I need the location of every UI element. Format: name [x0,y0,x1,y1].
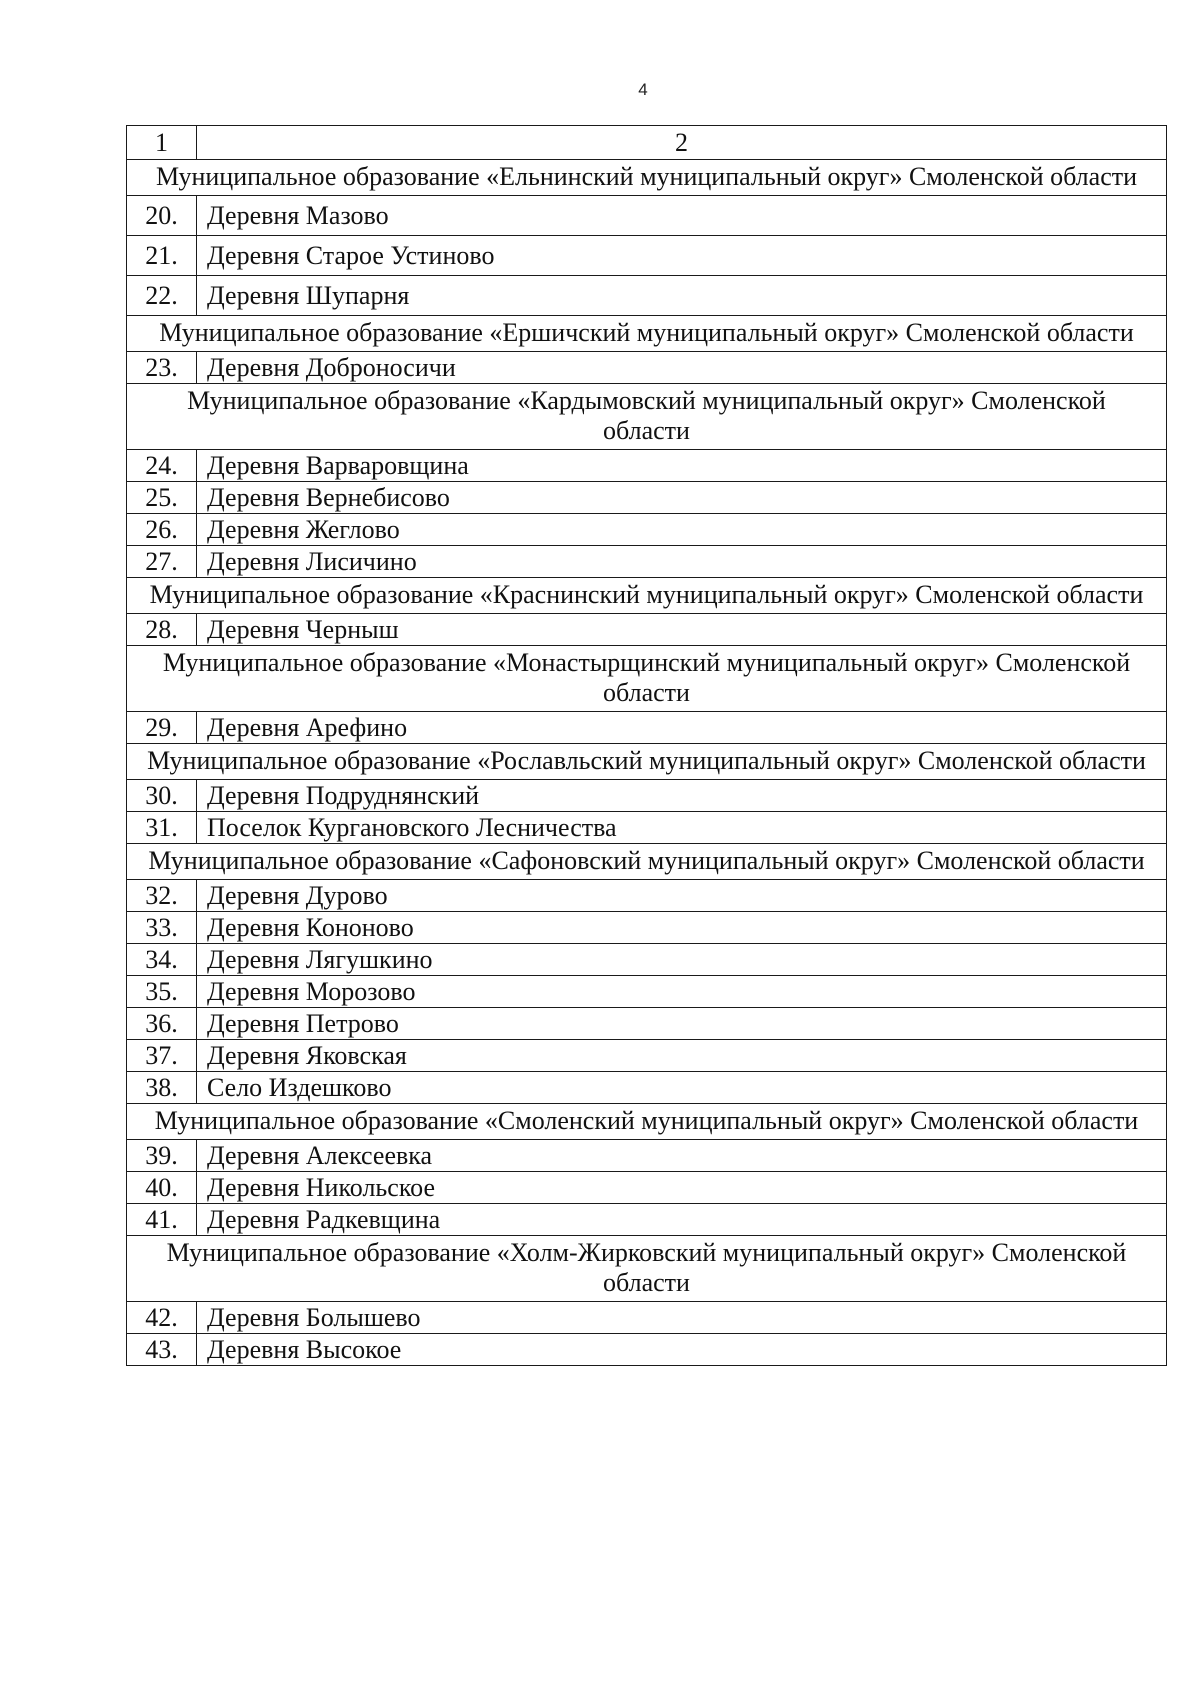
table-row [127,196,1167,236]
table-row [127,1172,1167,1204]
row-number: 36. [127,1008,197,1040]
table-row [127,712,1167,744]
table-row [127,880,1167,912]
settlement-name: Деревня Кононово [197,912,1167,944]
row-number: 33. [127,912,197,944]
row-number: 23. [127,352,197,384]
settlement-name: Деревня Лягушкино [197,944,1167,976]
settlement-name: Деревня Лисичино [197,546,1167,578]
settlement-name: Деревня Старое Устиново [197,236,1167,276]
row-number: 30. [127,780,197,812]
settlement-name: Деревня Жеглово [197,514,1167,546]
settlement-name: Деревня Яковская [197,1040,1167,1072]
row-number: 28. [127,614,197,646]
row-number: 22. [127,276,197,316]
table-row [127,1040,1167,1072]
municipality-title: Муниципальное образование «Кардымовский муниципальный округ» Смоленской области [127,384,1167,450]
row-number: 29. [127,712,197,744]
settlement-name: Деревня Доброносичи [197,352,1167,384]
table-row [127,276,1167,316]
settlement-name: Деревня Никольское [197,1172,1167,1204]
table-row [127,912,1167,944]
settlement-name: Деревня Черныш [197,614,1167,646]
municipality-title: Муниципальное образование «Холм-Жирковский муниципальный округ» Смоленской области [127,1236,1167,1302]
section-header-row [127,316,1167,352]
table-row [127,546,1167,578]
table-row [127,352,1167,384]
header-col-2: 2 [197,126,1167,160]
table-row [127,236,1167,276]
row-number: 31. [127,812,197,844]
table-row [127,1334,1167,1366]
section-header-row [127,384,1167,450]
settlement-name: Поселок Кургановского Лесничества [197,812,1167,844]
section-header-row [127,578,1167,614]
row-number: 42. [127,1302,197,1334]
settlement-name: Деревня Подруднянский [197,780,1167,812]
row-number: 37. [127,1040,197,1072]
row-number: 35. [127,976,197,1008]
row-number: 41. [127,1204,197,1236]
row-number: 24. [127,450,197,482]
section-header-row [127,646,1167,712]
section-header-row [127,844,1167,880]
row-number: 40. [127,1172,197,1204]
municipality-title: Муниципальное образование «Ельнинский муниципальный округ» Смоленской области [127,160,1167,196]
section-header-row [127,1236,1167,1302]
table-row [127,976,1167,1008]
section-header-row [127,160,1167,196]
settlement-name: Деревня Шупарня [197,276,1167,316]
municipality-title: Муниципальное образование «Сафоновский муниципальный округ» Смоленской области [127,844,1167,880]
municipality-title: Муниципальное образование «Смоленский муниципальный округ» Смоленской области [127,1104,1167,1140]
settlement-name: Деревня Радкевщина [197,1204,1167,1236]
section-header-row [127,1104,1167,1140]
settlement-name: Село Издешково [197,1072,1167,1104]
row-number: 20. [127,196,197,236]
table-row [127,944,1167,976]
table-row [127,1072,1167,1104]
settlement-name: Деревня Мазово [197,196,1167,236]
row-number: 32. [127,880,197,912]
settlement-name: Деревня Дурово [197,880,1167,912]
settlement-name: Деревня Варваровщина [197,450,1167,482]
table-row [127,1302,1167,1334]
row-number: 39. [127,1140,197,1172]
settlements-table [126,125,1166,1366]
table-row [127,780,1167,812]
settlement-name: Деревня Алексеевка [197,1140,1167,1172]
header-col-1: 1 [127,126,197,160]
settlement-name: Деревня Петрово [197,1008,1167,1040]
row-number: 26. [127,514,197,546]
table-row [127,1140,1167,1172]
row-number: 25. [127,482,197,514]
table-row [127,514,1167,546]
municipality-title: Муниципальное образование «Краснинский муниципальный округ» Смоленской области [127,578,1167,614]
municipality-title: Муниципальное образование «Монастырщинский муниципальный округ» Смоленской области [127,646,1167,712]
section-header-row [127,744,1167,780]
row-number: 43. [127,1334,197,1366]
settlement-name: Деревня Морозово [197,976,1167,1008]
table-row [127,614,1167,646]
table-row [127,812,1167,844]
row-number: 38. [127,1072,197,1104]
row-number: 27. [127,546,197,578]
settlement-name: Деревня Высокое [197,1334,1167,1366]
table-row [127,450,1167,482]
table-row [127,1008,1167,1040]
settlement-name: Деревня Вернебисово [197,482,1167,514]
table-row [127,482,1167,514]
settlement-name: Деревня Арефино [197,712,1167,744]
table-row [127,1204,1167,1236]
page-number: 4 [638,80,648,99]
row-number: 21. [127,236,197,276]
municipality-title: Муниципальное образование «Рославльский муниципальный округ» Смоленской области [127,744,1167,780]
settlement-name: Деревня Болышево [197,1302,1167,1334]
row-number: 34. [127,944,197,976]
table-header-row [127,126,1167,160]
municipality-title: Муниципальное образование «Ершичский муниципальный округ» Смоленской области [127,316,1167,352]
